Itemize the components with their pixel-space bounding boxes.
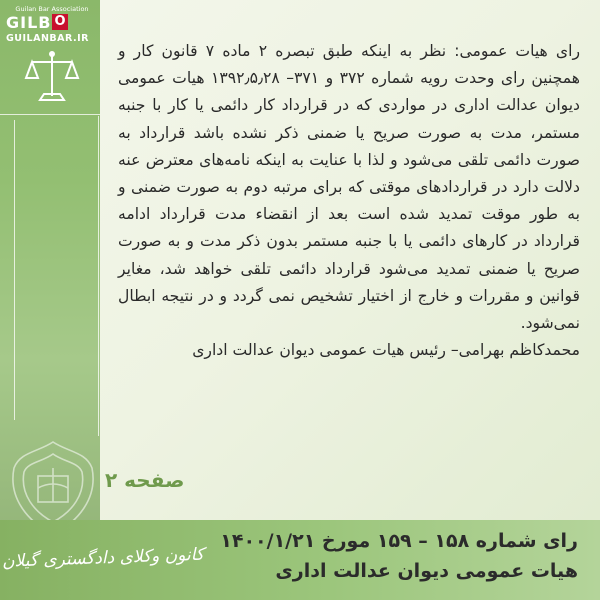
- association-name: کانون وکلای دادگستری گیلان: [1, 544, 205, 572]
- ruling-body: [118, 38, 580, 364]
- signature-line: محمدکاظم بهرامی– رئیس هیات عمومی دیوان عدالت اداری: [192, 341, 580, 360]
- guilan-bar-logo[interactable]: [2, 2, 98, 112]
- decorative-line: [0, 114, 108, 115]
- logo-mark-prefix: GILB: [6, 13, 52, 32]
- footer-subtitle: هیات عمومی دیوان عدالت اداری: [275, 560, 578, 582]
- decorative-line: [98, 116, 99, 436]
- decorative-line: [14, 120, 15, 420]
- footer-title: رای شماره ۱۵۸ – ۱۵۹ مورخ ۱۴۰۰/۱/۲۱: [220, 530, 578, 552]
- logo-mark-suffix: O: [54, 14, 67, 29]
- ruling-text: رای هیات عمومی: نظر به اینکه طبق تبصره ۲ ماده ۷ قانون کار و همچنین رای وحدت رویه شماره ۳۷۲ و ۳۷۱– ۱۳۹۲٫۵٫۲۸ هیات عمومی دیوان عدالت اداری در مواردی که در قرارداد کار دائمی یا کار با جنبه مستمر، مدت به صورت صریح یا ضمنی ذکر نشده باشد قرارداد به صورت دائمی تلقی می‌شود و لذا با عنایت به اینکه نامه‌های معترض عنه دلالت دارد در قراردادهای موقتی که برای مرتبه دوم به صورت ضمنی و به طور موقت تمدید شده است بعد از انقضاء مدت قرارداد ادامه قرارداد در کارهای دائمی یا با جنبه مستمر بدون ذکر مدت و به صورت صریح یا ضمنی تمدید می‌شود قرارداد دائمی تلقی خواهد شد، مغایر قوانین و مقررات و خارج از اختیار تشخیص نمی گردد و در نتیجه ابطال نمی‌شود.: [118, 42, 580, 333]
- logo-mark: [6, 14, 96, 32]
- logo-domain: GUILANBAR.IR: [6, 33, 89, 44]
- page-number: صفحه ۲: [105, 468, 185, 492]
- scales-of-justice-icon: [24, 48, 80, 106]
- logo-caption: Guilan Bar Association: [15, 5, 89, 13]
